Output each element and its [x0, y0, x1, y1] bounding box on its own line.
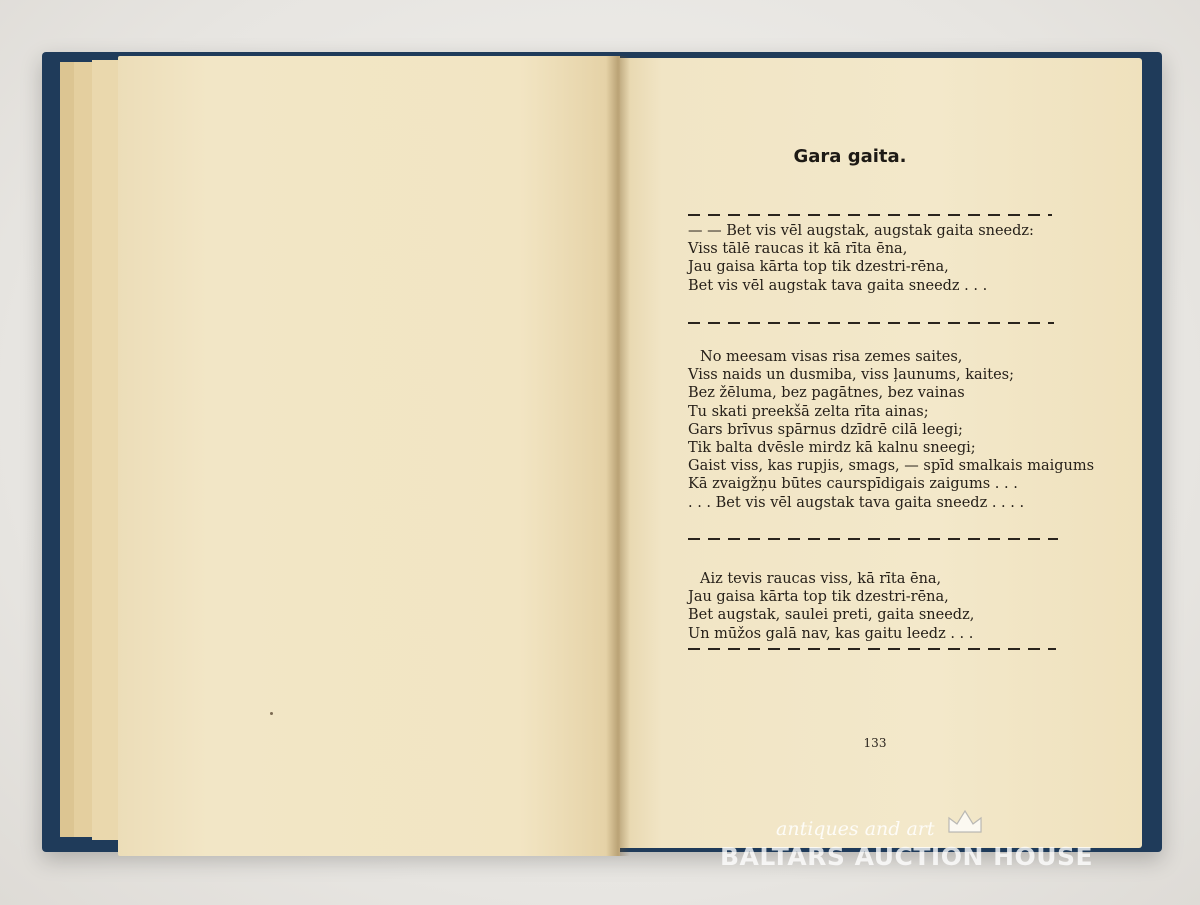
page-number: 133	[863, 736, 887, 750]
watermark-name: BALTARS AUCTION HOUSE	[720, 842, 1094, 871]
paper-speck	[270, 712, 273, 715]
book-gutter	[606, 56, 630, 856]
stanza-1	[688, 222, 1034, 295]
poem-title: Gara gaita.	[793, 146, 907, 167]
poem-line: . . . Bet vis vēl augstak tava gaita sneedz . . . .	[688, 494, 1025, 511]
poem-line: Bez žēluma, bez pagātnes, bez vainas	[688, 385, 965, 402]
section-dash-1	[688, 214, 1052, 216]
left-page-edges	[60, 62, 75, 837]
poem-line: Tik balta dvēsle mirdz kā kalnu sneegi;	[688, 440, 976, 457]
poem-line: Jau gaisa kārta top tik dzestri-rēna,	[688, 259, 949, 276]
stanza-3	[688, 570, 974, 643]
section-dash-2	[688, 322, 1054, 324]
left-page-blank	[118, 56, 620, 856]
stanza-2	[688, 348, 1094, 512]
poem-line: Gaist viss, kas rupjis, smags, — spīd smalkais maigums	[688, 458, 1095, 475]
poem-line: Viss tālē raucas it kā rīta ēna,	[688, 241, 908, 258]
poem-line: Aiz tevis raucas viss, kā rīta ēna,	[700, 571, 942, 587]
watermark-tagline: antiques and art	[776, 818, 935, 840]
section-dash-3	[688, 538, 1058, 540]
poem-line: Tu skati preekšā zelta rīta ainas;	[688, 403, 929, 420]
left-page-edges-top	[92, 60, 119, 840]
poem-line: Gars brīvus spārnus dzīdrē cilā leegi;	[688, 421, 963, 438]
section-dash-4	[688, 648, 1056, 650]
poem-line: No meesam visas risa zemes saites,	[700, 349, 963, 365]
left-page-edges-inner	[74, 62, 93, 837]
auction-house-watermark	[720, 814, 1120, 874]
poem-line: Un mūžos galā nav, kas gaitu leedz . . .	[688, 625, 974, 642]
poem-line: — — Bet vis vēl augstak, augstak gaita sneedz:	[688, 223, 1034, 239]
poem-line: Kā zvaigžņu būtes caurspīdigais zaigums . . .	[688, 476, 1018, 493]
poem-line: Bet vis vēl augstak tava gaita sneedz . . .	[688, 277, 988, 294]
poem-line: Jau gaisa kārta top tik dzestri-rēna,	[688, 589, 949, 606]
poem-line: Viss naids un dusmiba, viss ļaunums, kaites;	[688, 367, 1015, 384]
crown-icon	[946, 808, 984, 834]
poem-line: Bet augstak, saulei preti, gaita sneedz,	[688, 607, 975, 624]
